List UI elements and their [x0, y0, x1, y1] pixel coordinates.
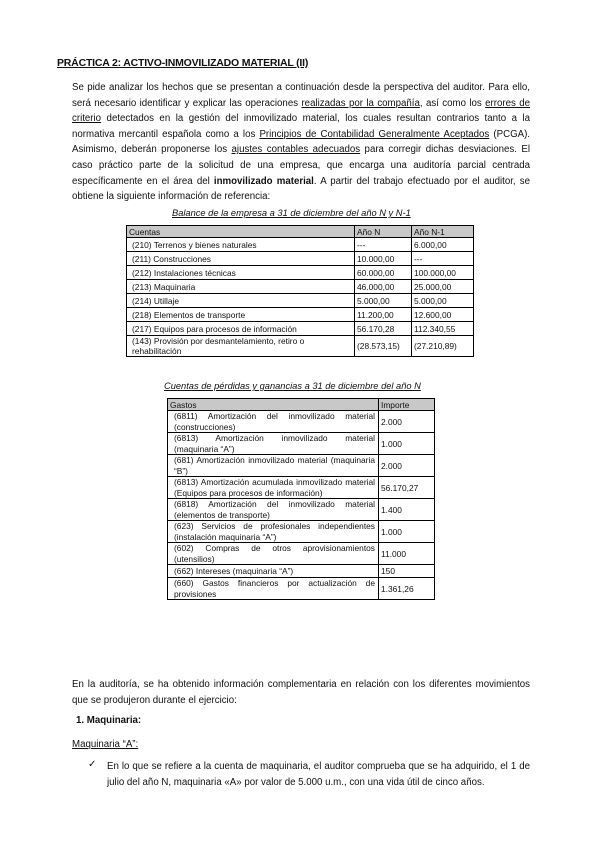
- balance-year-n-cell: 60.000,00: [355, 266, 412, 280]
- balance-account-cell: (210) Terrenos y bienes naturales: [127, 238, 355, 252]
- pl-amount-cell: 150: [379, 565, 435, 578]
- pl-expense-cell: (6818) Amortización del inmovilizado material (elementos de transporte): [168, 499, 379, 521]
- balance-row: [127, 266, 474, 280]
- balance-row: [127, 252, 474, 266]
- balance-year-n1-cell: 12.600,00: [412, 308, 474, 322]
- balance-year-n-cell: ---: [355, 238, 412, 252]
- pl-caption: Cuentas de pérdidas y ganancias a 31 de diciembre del año N: [164, 381, 421, 391]
- pl-header-importe: Importe: [379, 399, 435, 411]
- intro-underline: realizadas por la compañía: [301, 97, 420, 109]
- intro-text: (PCGA). Asimismo, deberán proponerse los: [72, 128, 531, 156]
- intro-underline: Principios de Contabilidad Generalmente Aceptados: [259, 128, 490, 140]
- pl-amount-cell: 1.000: [379, 521, 435, 543]
- balance-header-anio-n1: Año N-1: [412, 226, 474, 238]
- section-heading-maquinaria: 1. Maquinaria:: [76, 715, 142, 726]
- checkmark-icon: ✓: [88, 759, 97, 770]
- pl-expense-cell: (681) Amortización inmovilizado material (maquinaria “B”): [168, 455, 379, 477]
- pl-row: [168, 521, 435, 543]
- balance-row: [127, 238, 474, 252]
- balance-account-cell: (211) Construcciones: [127, 252, 355, 266]
- balance-year-n1-cell: 112.340,55: [412, 322, 474, 336]
- balance-year-n-cell: 11.200,00: [355, 308, 412, 322]
- pl-row: [168, 499, 435, 521]
- pl-amount-cell: 1.361,26: [379, 578, 435, 600]
- balance-year-n-cell: (28.573,15): [355, 336, 412, 357]
- balance-header-anio-n: Año N: [355, 226, 412, 238]
- pl-amount-cell: 11.000: [379, 543, 435, 565]
- balance-year-n1-cell: 6.000,00: [412, 238, 474, 252]
- balance-year-n1-cell: ---: [412, 252, 474, 266]
- page-title: PRÁCTICA 2: ACTIVO-INMOVILIZADO MATERIAL (II): [57, 57, 309, 69]
- balance-caption: Balance de la empresa a 31 de diciembre del año N y N-1: [172, 208, 411, 218]
- balance-year-n-cell: 10.000,00: [355, 252, 412, 266]
- pl-row: [168, 578, 435, 600]
- pl-expense-cell: (660) Gastos financieros por actualización de provisiones: [168, 578, 379, 600]
- balance-account-cell: (143) Provisión por desmantelamiento, retiro o rehabilitación: [127, 336, 355, 357]
- pl-expense-cell: (6813) Amortización acumulada inmovilizado material (Equipos para procesos de información): [168, 477, 379, 499]
- balance-year-n1-cell: 25.000,00: [412, 280, 474, 294]
- pl-amount-cell: 1.400: [379, 499, 435, 521]
- balance-year-n-cell: 46.000,00: [355, 280, 412, 294]
- subsection-heading-maquinaria-a: Maquinaria “A”:: [72, 739, 139, 750]
- intro-underline: ajustes contables adecuados: [231, 144, 361, 156]
- pl-header-gastos: Gastos: [168, 399, 379, 411]
- bullet-text: En lo que se refiere a la cuenta de maquinaria, el auditor comprueba que se ha adquirido, el 1 de julio del año N, maquinaria «A» por valor de 5.000 u.m., con una vida útil de cinco años.: [107, 761, 530, 788]
- intro-text: para corregir dichas desviaciones. El caso práctico parte de la solicitud de una empresa, que encarga una auditoría parcial centrada específicamente en el área del: [72, 144, 531, 187]
- balance-account-cell: (213) Maquinaria: [127, 280, 355, 294]
- balance-table: [126, 225, 474, 357]
- balance-account-cell: (217) Equipos para procesos de información: [127, 322, 355, 336]
- balance-row: [127, 280, 474, 294]
- intro-paragraph: [72, 80, 530, 205]
- pl-amount-cell: 56.170,27: [379, 477, 435, 499]
- pl-expense-cell: (6813) Amortización inmovilizado material (maquinaria “A”): [168, 433, 379, 455]
- pl-row: [168, 543, 435, 565]
- pl-row: [168, 433, 435, 455]
- intro-text: . A partir del trabajo efectuado por el auditor, se obtiene la siguiente información de referencia:: [72, 175, 530, 203]
- balance-account-cell: (214) Utillaje: [127, 294, 355, 308]
- balance-year-n1-cell: (27.210,89): [412, 336, 474, 357]
- balance-year-n1-cell: 100.000,00: [412, 266, 474, 280]
- pl-amount-cell: 1.000: [379, 433, 435, 455]
- pl-amount-cell: 2.000: [379, 411, 435, 433]
- balance-year-n-cell: 5.000,00: [355, 294, 412, 308]
- balance-account-cell: (212) Instalaciones técnicas: [127, 266, 355, 280]
- pl-row: [168, 411, 435, 433]
- complementary-paragraph: En la auditoría, se ha obtenido información complementaria en relación con los diferentes movimientos que se produjeron durante el ejercicio:: [72, 679, 530, 706]
- balance-row: [127, 322, 474, 336]
- balance-account-cell: (218) Elementos de transporte: [127, 308, 355, 322]
- pl-row: [168, 565, 435, 578]
- pl-table: [167, 398, 435, 600]
- pl-amount-cell: 2.000: [379, 455, 435, 477]
- balance-year-n1-cell: 5.000,00: [412, 294, 474, 308]
- balance-row: [127, 308, 474, 322]
- balance-row: [127, 294, 474, 308]
- intro-bold: inmovilizado material: [213, 175, 314, 187]
- pl-row: [168, 455, 435, 477]
- balance-row: [127, 336, 474, 357]
- pl-expense-cell: (602) Compras de otros aprovisionamientos (utensilios): [168, 543, 379, 565]
- pl-expense-cell: (623) Servicios de profesionales independientes (instalación maquinaria “A”): [168, 521, 379, 543]
- pl-row: [168, 477, 435, 499]
- pl-expense-cell: (662) Intereses (maquinaria “A”): [168, 565, 379, 578]
- intro-text: detectados en la gestión del inmovilizado material, los cuales resultan contrarios tanto a la normativa mercantil española como a los: [72, 113, 530, 140]
- balance-header-cuentas: Cuentas: [127, 226, 355, 238]
- pl-expense-cell: (6811) Amortización del inmovilizado material (construcciones): [168, 411, 379, 433]
- intro-underline: errores de criterio: [72, 97, 530, 125]
- intro-text: , así como los: [419, 97, 486, 109]
- balance-year-n-cell: 56.170,28: [355, 322, 412, 336]
- intro-text: Se pide analizar los hechos que se presentan a continuación desde la perspectiva del auditor. Para ello, será necesario identificar y explicar las operaciones: [72, 82, 530, 109]
